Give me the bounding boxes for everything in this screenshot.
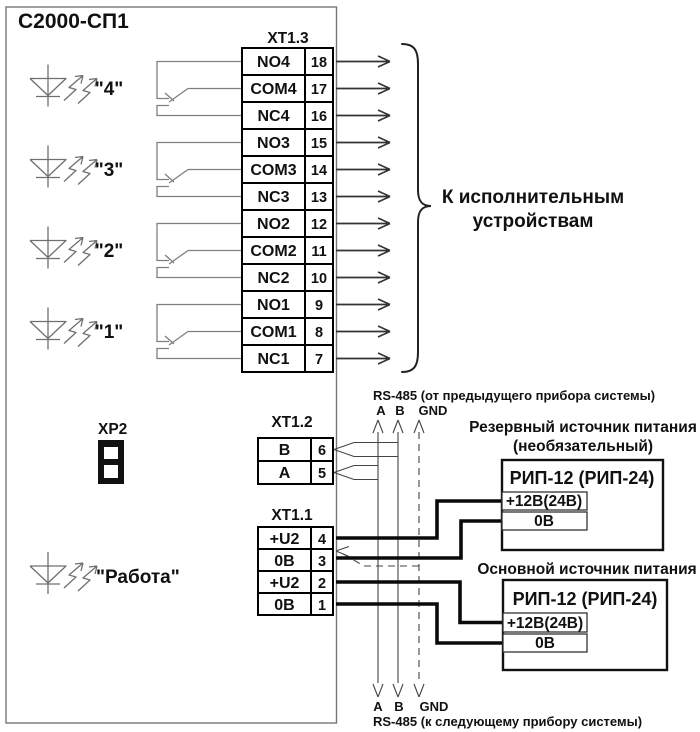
gnd-terminal-arrowhead xyxy=(336,547,349,557)
led-indicator-4 xyxy=(30,65,123,107)
terminal-name: NC4 xyxy=(257,108,290,125)
psu-reserve xyxy=(469,419,697,550)
relay-contact-1 xyxy=(157,305,242,359)
led-indicator-2 xyxy=(30,227,123,269)
terminal-row xyxy=(242,48,333,75)
pin-number: 9 xyxy=(314,298,324,314)
terminal-name: +U2 xyxy=(269,531,300,548)
psu-plus-label: +12В(24В) xyxy=(506,615,584,632)
psu-reserve-subtitle: (необязательный) xyxy=(512,438,654,455)
pin-number: 17 xyxy=(310,82,328,98)
terminal-row xyxy=(258,593,333,615)
pin-number: 7 xyxy=(314,352,324,368)
relay-contact-4 xyxy=(157,62,242,116)
block-label: ХТ1.2 xyxy=(271,414,313,431)
rs485-b-label: B xyxy=(394,699,404,714)
relay-contact-2 xyxy=(157,224,242,278)
terminal-name: NO1 xyxy=(257,297,290,314)
rs485-b-label: B xyxy=(395,403,405,418)
terminal-name: NC2 xyxy=(257,270,290,287)
device-title: С2000-СП1 xyxy=(18,10,129,33)
actuators-label-line1: К исполнительным xyxy=(441,187,625,208)
rs485-a-label: A xyxy=(376,403,386,418)
psu-reserve-title: Резервный источник питания xyxy=(469,419,697,436)
terminal-row xyxy=(242,183,333,210)
pin-number: 14 xyxy=(310,163,328,179)
rs485-out-title: RS-485 (к следующему прибору системы) xyxy=(373,714,643,729)
terminal-block-xt11 xyxy=(258,507,333,615)
led-icon xyxy=(30,552,97,594)
terminal-row xyxy=(242,156,333,183)
terminal-row xyxy=(258,461,333,484)
terminal-name: NO2 xyxy=(257,216,290,233)
jumper-label: XP2 xyxy=(98,421,128,438)
led-icon xyxy=(30,146,97,188)
terminal-row xyxy=(258,549,333,571)
pin-number: 8 xyxy=(314,325,324,341)
pin-number: 12 xyxy=(310,217,328,233)
curly-brace xyxy=(402,44,431,372)
pin-number: 16 xyxy=(310,109,328,125)
rs485-gnd-label: GND xyxy=(418,403,448,418)
rs485-a-label: A xyxy=(373,699,383,714)
terminal-row xyxy=(242,318,333,345)
terminal-name: NC3 xyxy=(257,189,290,206)
led-indicator-3 xyxy=(30,146,123,188)
rs485-in-group xyxy=(373,388,655,418)
terminal-row xyxy=(242,345,333,372)
psu-main xyxy=(477,561,696,670)
terminal-row xyxy=(242,75,333,102)
terminal-name: B xyxy=(278,442,291,459)
jumper-hole xyxy=(104,465,118,478)
terminal-row xyxy=(242,291,333,318)
terminal-row xyxy=(242,129,333,156)
pin-number: 11 xyxy=(311,244,327,260)
terminal-b-fan xyxy=(334,443,398,457)
terminal-row xyxy=(258,571,333,593)
terminal-a-fan xyxy=(334,466,378,480)
psu-minus-label: 0В xyxy=(535,635,555,652)
pin-number: 2 xyxy=(317,576,327,592)
terminal-row xyxy=(242,264,333,291)
rs485-gnd-label: GND xyxy=(419,699,449,714)
terminal-name: COM1 xyxy=(250,324,297,341)
led-icon xyxy=(30,227,97,269)
psu-minus-label: 0В xyxy=(534,513,554,530)
led-label: "Работа" xyxy=(96,567,180,588)
terminal-row xyxy=(258,438,333,461)
pin-number: 3 xyxy=(317,554,327,570)
psu-model: РИП-12 (РИП-24) xyxy=(512,589,658,609)
terminal-name: COM4 xyxy=(250,81,297,98)
led-icon xyxy=(30,65,97,107)
psu-model: РИП-12 (РИП-24) xyxy=(509,468,655,488)
terminal-row xyxy=(242,102,333,129)
terminal-name: NO3 xyxy=(257,135,290,152)
terminal-name: NC1 xyxy=(257,351,290,368)
terminal-name: 0В xyxy=(274,553,295,570)
pin-number: 1 xyxy=(317,598,327,614)
pin-number: 10 xyxy=(310,271,328,287)
pin-number: 15 xyxy=(310,136,328,152)
terminal-name: NO4 xyxy=(257,54,290,71)
led-label: "3" xyxy=(94,160,124,181)
pin-number: 4 xyxy=(317,532,327,548)
block-label: ХТ1.1 xyxy=(271,507,313,524)
terminal-row xyxy=(242,237,333,264)
terminal-name: 0В xyxy=(274,597,295,614)
pin-number: 5 xyxy=(317,466,327,482)
jumper-xp2 xyxy=(98,421,127,484)
jumper-hole xyxy=(104,447,118,459)
terminal-block-xt13 xyxy=(242,30,333,372)
terminal-name: A xyxy=(278,465,291,482)
led-indicator-1 xyxy=(30,308,123,350)
led-label: "1" xyxy=(94,322,124,343)
rs485-arrowheads-down xyxy=(373,684,424,697)
terminal-row xyxy=(258,527,333,549)
pin-number: 6 xyxy=(317,443,327,459)
psu-main-title: Основной источник питания xyxy=(477,561,697,578)
pin-number: 18 xyxy=(310,55,328,71)
terminal-name: +U2 xyxy=(269,575,300,592)
led-label: "2" xyxy=(94,241,124,262)
relay-contact-3 xyxy=(157,143,242,197)
terminal-block-xt12 xyxy=(258,414,333,484)
psu-plus-label: +12В(24В) xyxy=(505,493,583,510)
pin-number: 13 xyxy=(310,190,328,206)
terminal-name: COM2 xyxy=(250,243,297,260)
terminal-row xyxy=(242,210,333,237)
led-label: "4" xyxy=(94,79,124,100)
actuators-label-line2: устройствам xyxy=(472,211,594,232)
terminal-name: COM3 xyxy=(250,162,297,179)
rs485-out-group xyxy=(373,699,642,729)
block-label: ХТ1.3 xyxy=(267,30,309,47)
output-arrows xyxy=(336,56,390,364)
led-indicator-rabota xyxy=(30,552,180,594)
led-icon xyxy=(30,308,97,350)
rs485-in-title: RS-485 (от предыдущего прибора системы) xyxy=(373,388,656,403)
rs485-arrowheads-up xyxy=(373,420,424,433)
